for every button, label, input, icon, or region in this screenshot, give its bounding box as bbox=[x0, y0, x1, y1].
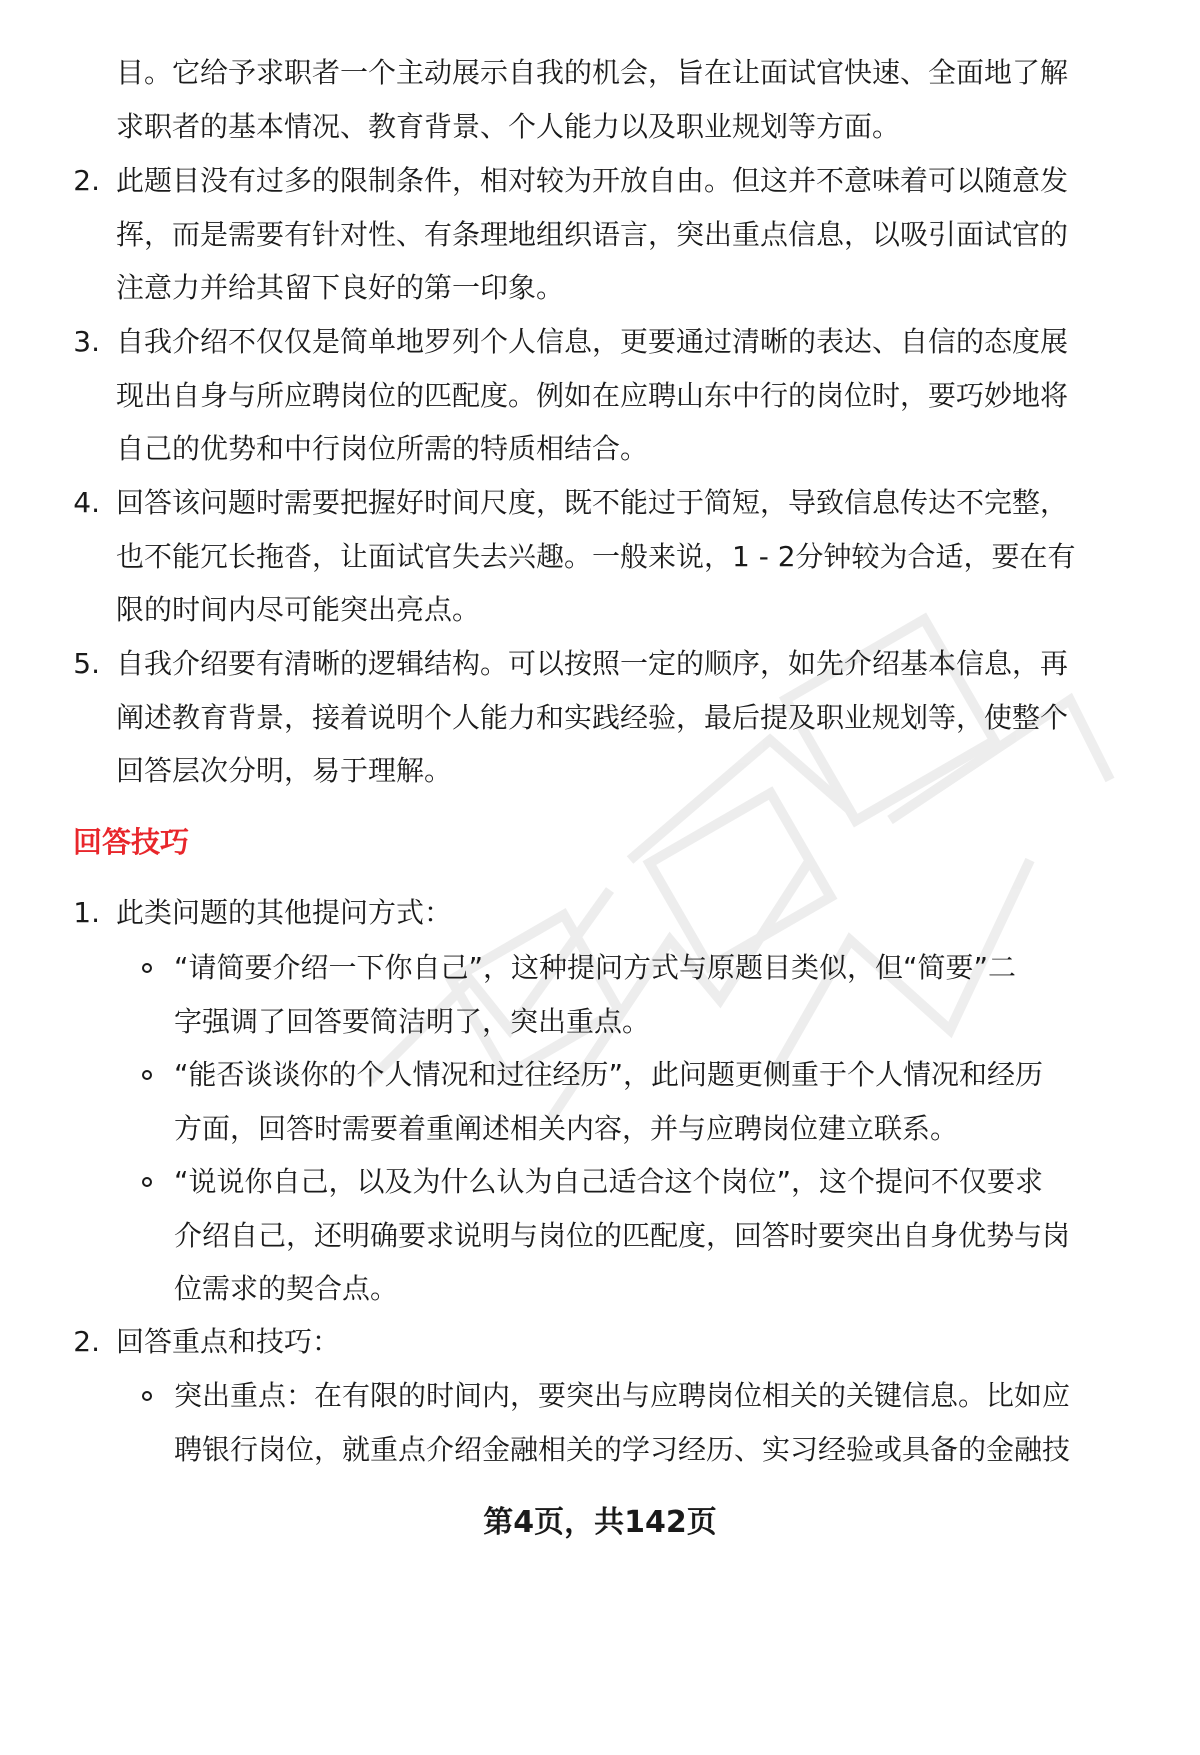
list-item-line: 挥，而是需要有针对性、有条理地组织语言，突出重点信息，以吸引面试官的 bbox=[116, 218, 1069, 251]
list-number: 3. bbox=[73, 325, 100, 358]
list-item-line: 阐述教育背景，接着说明个人能力和实践经验，最后提及职业规划等，使整个 bbox=[116, 701, 1069, 734]
list-item-line: 限的时间内尽可能突出亮点。 bbox=[116, 593, 481, 626]
intro-line: 目。它给予求职者一个主动展示自我的机会，旨在让面试官快速、全面地了解 bbox=[116, 56, 1069, 89]
page-footer: 第4页，共142页 bbox=[483, 1505, 717, 1540]
list-item-line: 回答该问题时需要把握好时间尺度，既不能过于简短，导致信息传达不完整， bbox=[116, 486, 1069, 519]
bullet-line: “能否谈谈你的个人情况和过往经历”，此问题更侧重于个人情况和经历 bbox=[174, 1058, 1044, 1091]
list-item-line: 也不能冗长拖沓，让面试官失去兴趣。一般来说，1 - 2分钟较为合适，要在有 bbox=[116, 540, 1076, 573]
list-item-line: 自我介绍要有清晰的逻辑结构。可以按照一定的顺序，如先介绍基本信息，再 bbox=[116, 647, 1069, 680]
hollow-bullet-icon bbox=[142, 1391, 152, 1401]
bullet-line: “说说你自己，以及为什么认为自己适合这个岗位”，这个提问不仅要求 bbox=[174, 1165, 1044, 1198]
list-number: 2. bbox=[73, 164, 100, 197]
list-item-line: 回答层次分明，易于理解。 bbox=[116, 754, 453, 787]
list-item-line: 自己的优势和中行岗位所需的特质相结合。 bbox=[116, 432, 649, 465]
list-item-title: 此类问题的其他提问方式： bbox=[116, 896, 453, 929]
list-number: 4. bbox=[73, 486, 100, 519]
list-item-title: 回答重点和技巧： bbox=[116, 1325, 341, 1358]
bullet-line: 字强调了回答要简洁明了，突出重点。 bbox=[174, 1005, 651, 1038]
intro-line: 求职者的基本情况、教育背景、个人能力以及职业规划等方面。 bbox=[116, 110, 901, 143]
list-item-line: 自我介绍不仅仅是简单地罗列个人信息，更要通过清晰的表达、自信的态度展 bbox=[116, 325, 1069, 358]
bullet-line: 突出重点：在有限的时间内，要突出与应聘岗位相关的关键信息。比如应 bbox=[174, 1379, 1071, 1412]
list-item-line: 注意力并给其留下良好的第一印象。 bbox=[116, 271, 565, 304]
list-item-line: 此题目没有过多的限制条件，相对较为开放自由。但这并不意味着可以随意发 bbox=[116, 164, 1069, 197]
bullet-line: 聘银行岗位，就重点介绍金融相关的学习经历、实习经验或具备的金融技 bbox=[174, 1433, 1071, 1466]
list-item-line: 现出自身与所应聘岗位的匹配度。例如在应聘山东中行的岗位时，要巧妙地将 bbox=[116, 379, 1069, 412]
hollow-bullet-icon bbox=[142, 1070, 152, 1080]
hollow-bullet-icon bbox=[142, 963, 152, 973]
list-number: 5. bbox=[73, 647, 100, 680]
hollow-bullet-icon bbox=[142, 1177, 152, 1187]
bullet-line: 介绍自己，还明确要求说明与岗位的匹配度，回答时要突出自身优势与岗 bbox=[174, 1219, 1071, 1252]
list-number: 1. bbox=[73, 896, 100, 929]
bullet-line: 方面，回答时需要着重阐述相关内容，并与应聘岗位建立联系。 bbox=[174, 1112, 959, 1145]
bullet-line: 位需求的契合点。 bbox=[174, 1272, 399, 1305]
list-number: 2. bbox=[73, 1325, 100, 1358]
bullet-line: “请简要介绍一下你自己”，这种提问方式与原题目类似，但“简要”二 bbox=[174, 951, 1017, 984]
section-heading: 回答技巧 bbox=[73, 825, 190, 859]
